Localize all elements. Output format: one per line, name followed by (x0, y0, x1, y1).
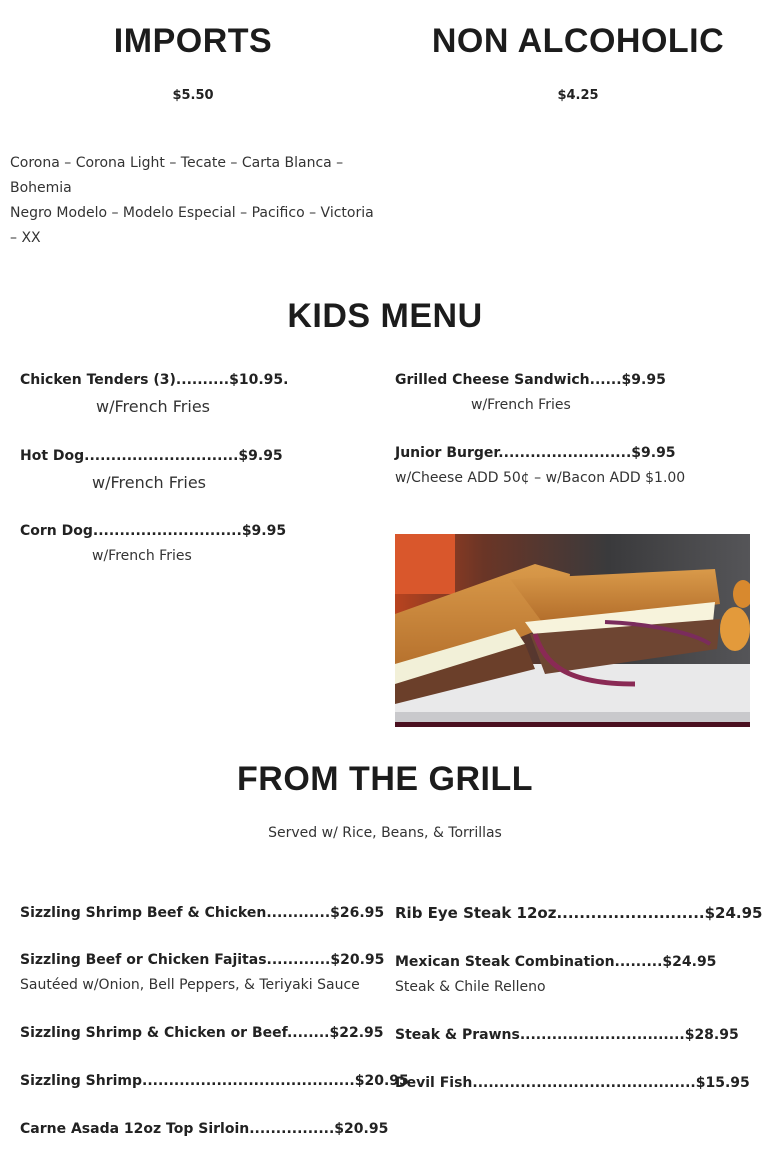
grill-subtitle: Served w/ Rice, Beans, & Torrillas (268, 825, 502, 841)
kids-item-note: w/French Fries (92, 548, 192, 564)
kids-item-name: Corn Dog............................$9.95 (20, 523, 287, 539)
grill-item-name: Sizzling Shrimp........................................$20.95 (20, 1073, 409, 1089)
imports-brands (10, 151, 382, 251)
kids-item-note: w/French Fries (471, 397, 571, 413)
grill-item-name: Sizzling Shrimp Beef & Chicken............$26.95 (20, 905, 385, 921)
grill-item-name: Steak & Prawns...............................$28.95 (395, 1027, 739, 1043)
kids-menu-title: KIDS MENU (287, 297, 483, 335)
kids-item-name: Hot Dog.............................$9.95 (20, 448, 283, 464)
grill-item-name: Sizzling Beef or Chicken Fajitas............$20.95 (20, 952, 385, 968)
imports-brands-line: Negro Modelo – Modelo Especial – Pacifico – Victoria – XX (10, 205, 374, 246)
non-alcoholic-price: $4.25 (557, 88, 599, 103)
kids-item-note: w/French Fries (96, 397, 210, 416)
grill-item-name: Devil Fish..........................................$15.95 (395, 1075, 750, 1091)
non-alcoholic-title: NON ALCOHOLIC (431, 22, 725, 60)
kids-item-name: Junior Burger.........................$9.95 (395, 445, 676, 461)
kids-item-name: Grilled Cheese Sandwich......$9.95 (395, 372, 666, 388)
patty-melt-photo (395, 534, 750, 727)
kids-item-note: w/Cheese ADD 50¢ – w/Bacon ADD $1.00 (395, 470, 686, 486)
kids-item-note: w/French Fries (92, 473, 206, 492)
grill-item-note: Sautéed w/Onion, Bell Peppers, & Teriyaki Sauce (20, 977, 360, 993)
grill-item-name: Carne Asada 12oz Top Sirloin................$20.95 (20, 1121, 389, 1137)
grill-item-name: Sizzling Shrimp & Chicken or Beef........$22.95 (20, 1025, 384, 1041)
grill-item-name: Rib Eye Steak 12oz..........................$24.95 (395, 904, 763, 922)
patty-melt-photo-drawing (395, 534, 750, 727)
grill-item-name: Mexican Steak Combination.........$24.95 (395, 954, 717, 970)
imports-price: $5.50 (172, 88, 214, 103)
kids-item-name: Chicken Tenders (3)..........$10.95. (20, 372, 289, 388)
imports-title: IMPORTS (113, 22, 273, 60)
grill-item-note: Steak & Chile Relleno (395, 979, 546, 995)
imports-brands-line: Corona – Corona Light – Tecate – Carta Blanca – Bohemia (10, 155, 344, 196)
grill-title: FROM THE GRILL (237, 760, 533, 798)
